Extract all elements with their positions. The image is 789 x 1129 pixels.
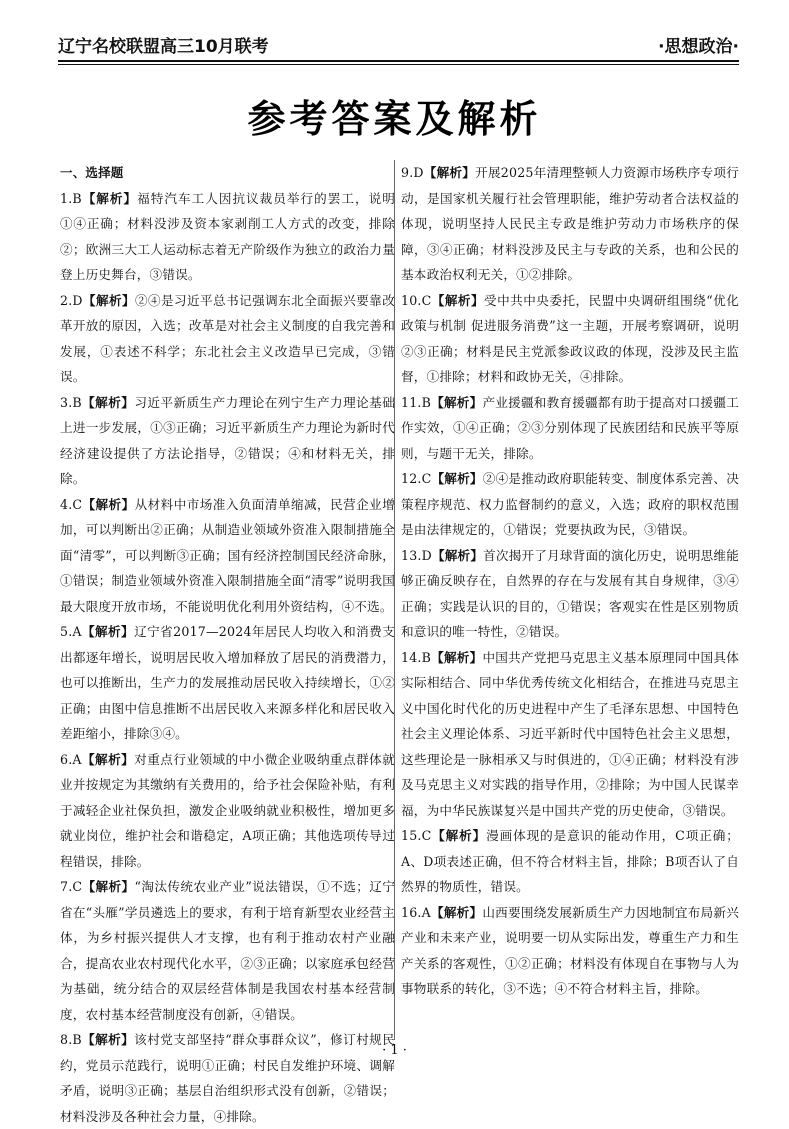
analysis-tag: 【解析】 bbox=[82, 879, 135, 894]
page-title: 参考答案及解析 bbox=[247, 97, 542, 141]
answer-item bbox=[60, 874, 395, 1027]
answer-item bbox=[60, 747, 395, 875]
analysis-text: 产业援疆和教育援疆都有助于提高对口援疆工作实效，①④正确；②③分别体现了民族团结和民族平等原则，与题干无关，排除。 bbox=[401, 394, 739, 461]
answer-number: 15.C bbox=[401, 828, 432, 843]
answer-number: 2.D bbox=[60, 292, 83, 308]
analysis-text: 福特汽车工人因抗议裁员举行的罢工，说明①④正确；材料没涉及资本家剥削工人方式的改变，排除②；欧洲三大工人运动标志着无产阶级作为独立的政治力量登上历史舞台，③错误。 bbox=[60, 190, 395, 282]
answer-number: 4.C bbox=[60, 496, 83, 512]
analysis-tag: 【解析】 bbox=[431, 828, 487, 843]
analysis-text: 受中共中央委托，民盟中央调研组围绕“优化政策与机制 促进服务消费”这一主题，开展考察调研，说明②③正确；材料是民主党派参政议政的体现，没涉及民主监督，①排除；材料和政协无关，④排除。 bbox=[401, 292, 739, 384]
answer-item bbox=[401, 390, 739, 467]
analysis-tag: 【解析】 bbox=[431, 649, 483, 665]
answer-item bbox=[401, 466, 739, 543]
answer-item bbox=[401, 645, 739, 824]
answer-item bbox=[60, 186, 395, 288]
answer-number: 7.C bbox=[60, 879, 83, 894]
analysis-tag: 【解析】 bbox=[81, 394, 135, 410]
answer-number: 11.B bbox=[401, 394, 432, 410]
section-title: 一、选择题 bbox=[60, 165, 124, 180]
right-column bbox=[401, 160, 739, 1002]
analysis-text: 习近平新质生产力理论在列宁生产力理论基础上进一步发展，①③正确；习近平新质生产力理论为新时代经济建设提供了方法论指导，②错误；④和材料无关，排除。 bbox=[60, 394, 396, 486]
analysis-tag: 【解析】 bbox=[430, 904, 483, 920]
analysis-tag: 【解析】 bbox=[423, 165, 476, 180]
answer-number: 10.C bbox=[401, 292, 432, 308]
analysis-tag: 【解析】 bbox=[431, 292, 485, 308]
header-rule bbox=[58, 60, 739, 62]
answer-number: 13.D bbox=[401, 547, 432, 563]
answer-item bbox=[401, 288, 739, 390]
analysis-text: 该村党支部坚持“群众事群众议”，修订村规民约，党员示范践行，说明①正确；村民自发维护环境、调解矛盾，说明③正确；基层自治组织形式没有创新，②错误；材料没涉及各种社会力量，④排除。 bbox=[60, 1032, 395, 1124]
analysis-tag: 【解析】 bbox=[82, 496, 135, 512]
answer-number: 6.A bbox=[60, 751, 82, 767]
answer-item bbox=[60, 390, 395, 492]
answer-item bbox=[401, 160, 739, 288]
analysis-tag: 【解析】 bbox=[431, 547, 484, 563]
answer-number: 12.C bbox=[401, 471, 432, 486]
analysis-text: 辽宁省2017—2024年居民人均收入和消费支出都逐年增长，说明居民收入增加释放了居民的消费潜力，也可以推断出，生产力的发展推动居民收入持续增长，①②正确；由图中信息推断不出居民收入来源多样化和居民收入差距缩小，排除③④。 bbox=[60, 624, 395, 741]
analysis-tag: 【解析】 bbox=[81, 624, 135, 639]
left-column bbox=[60, 160, 395, 1129]
answer-number: 3.B bbox=[60, 394, 82, 410]
analysis-text: 漫画体现的是意识的能动作用，C项正确；A、D项表述正确，但不符合材料主旨，排除；B项否认了自然界的物质性，错误。 bbox=[401, 828, 739, 894]
answer-number: 9.D bbox=[401, 165, 424, 180]
subject-name: ·思想政治· bbox=[658, 37, 739, 57]
page-number: · 1 · bbox=[382, 1043, 407, 1058]
header-rule-thin bbox=[58, 64, 739, 65]
analysis-tag: 【解析】 bbox=[81, 1032, 135, 1047]
answer-item bbox=[60, 492, 395, 620]
answer-number: 8.B bbox=[60, 1032, 82, 1047]
answer-number: 5.A bbox=[60, 624, 82, 639]
analysis-tag: 【解析】 bbox=[431, 471, 483, 486]
analysis-text: 中国共产党把马克思主义基本原理同中国具体实际相结合、同中华优秀传统文化相结合，在推进马克思主义中国化时代化的历史进程中产生了毛泽东思想、中国特色社会主义理论体系、习近平新时代中国特色社会主义思想，这些理论是一脉相承又与时俱进的，①④正确；材料没有涉及马克思主义对实践的指导作用，②排除；为中国人民谋幸福，为中华民族谋复兴是中国共产党的历史使命，③错误。 bbox=[401, 649, 739, 818]
analysis-tag: 【解析】 bbox=[82, 292, 135, 308]
analysis-text: 从材料中市场准入负面清单缩减，民营企业增加，可以判断出②正确；从制造业领域外资准入限制措施全面“清零”，可以判断③正确；国有经济控制国民经济命脉，①错误；制造业领域外资准入限制措施全面“清零”说明我国最大限度开放市场，不能说明优化利用外资结构，④不选。 bbox=[60, 496, 395, 614]
analysis-text: “淘汰传统农业产业”说法错误，①不选；辽宁省在“头雁”学员遴选上的要求，有利于培育新型农业经营主体，为乡村振兴提供人才支撑，也有利于推动农村产业融合，提高农业农村现代化水平，②③正确；以家庭承包经营为基础，统分结合的双层经营体制是我国农村基本经营制度，农村基本经营制度没有创新，④错误。 bbox=[60, 879, 395, 1022]
answer-item bbox=[60, 619, 395, 747]
answer-item bbox=[60, 288, 395, 390]
analysis-text: 山西要围绕发展新质生产力因地制宜布局新兴产业和未来产业，说明要一切从实际出发，尊重生产力和生产关系的客观性，①②正确；材料没有体现自在事物与人为事物联系的转化，③不选；④不符合材料主旨，排除。 bbox=[401, 904, 739, 996]
answer-item bbox=[401, 900, 739, 1002]
analysis-tag: 【解析】 bbox=[81, 751, 135, 767]
page-header bbox=[58, 22, 739, 56]
answer-item bbox=[401, 543, 739, 645]
analysis-text: 开展2025年清理整顿人力资源市场秩序专项行动，是国家机关履行社会管理职能，维护劳动者合法权益的体现，说明坚持人民民主专政是维护劳动力市场秩序的保障，③④正确；材料没涉及民主与专政的关系，也和公民的基本政治权利无关，①②排除。 bbox=[401, 165, 739, 282]
analysis-text: 首次揭开了月球背面的演化历史，说明思维能够正确反映存在，自然界的存在与发展有其自身规律，③④正确；实践是认识的目的，①错误；客观实在性是区别物质和意识的唯一特性，②错误。 bbox=[401, 547, 739, 639]
answer-number: 16.A bbox=[401, 904, 431, 920]
analysis-text: ②④是习近平总书记强调东北全面振兴要靠改革开放的原因，入选；改革是对社会主义制度的自我完善和发展，①表述不科学；东北社会主义改造早已完成，③错误。 bbox=[60, 292, 395, 384]
column-divider bbox=[394, 160, 395, 1040]
analysis-text: 对重点行业领域的中小微企业吸纳重点群体就业并按规定为其缴纳有关费用的，给予社会保险补贴，有利于减轻企业社保负担，激发企业吸纳就业积极性，增加更多就业岗位，维护社会和谐稳定，A项正确；其他选项传导过程错误，排除。 bbox=[60, 751, 396, 869]
analysis-tag: 【解析】 bbox=[431, 394, 483, 410]
answer-item bbox=[401, 823, 739, 900]
exam-name: 辽宁名校联盟高三10月联考 bbox=[58, 37, 269, 57]
answer-number: 1.B bbox=[60, 190, 82, 206]
analysis-tag: 【解析】 bbox=[81, 190, 138, 206]
analysis-text: ②④是推动政府职能转变、制度体系完善、决策程序规范、权力监督制约的意义，入选；政府的职权范围是由法律规定的，①错误；党要执政为民，③错误。 bbox=[401, 471, 739, 537]
answer-number: 14.B bbox=[401, 649, 432, 665]
